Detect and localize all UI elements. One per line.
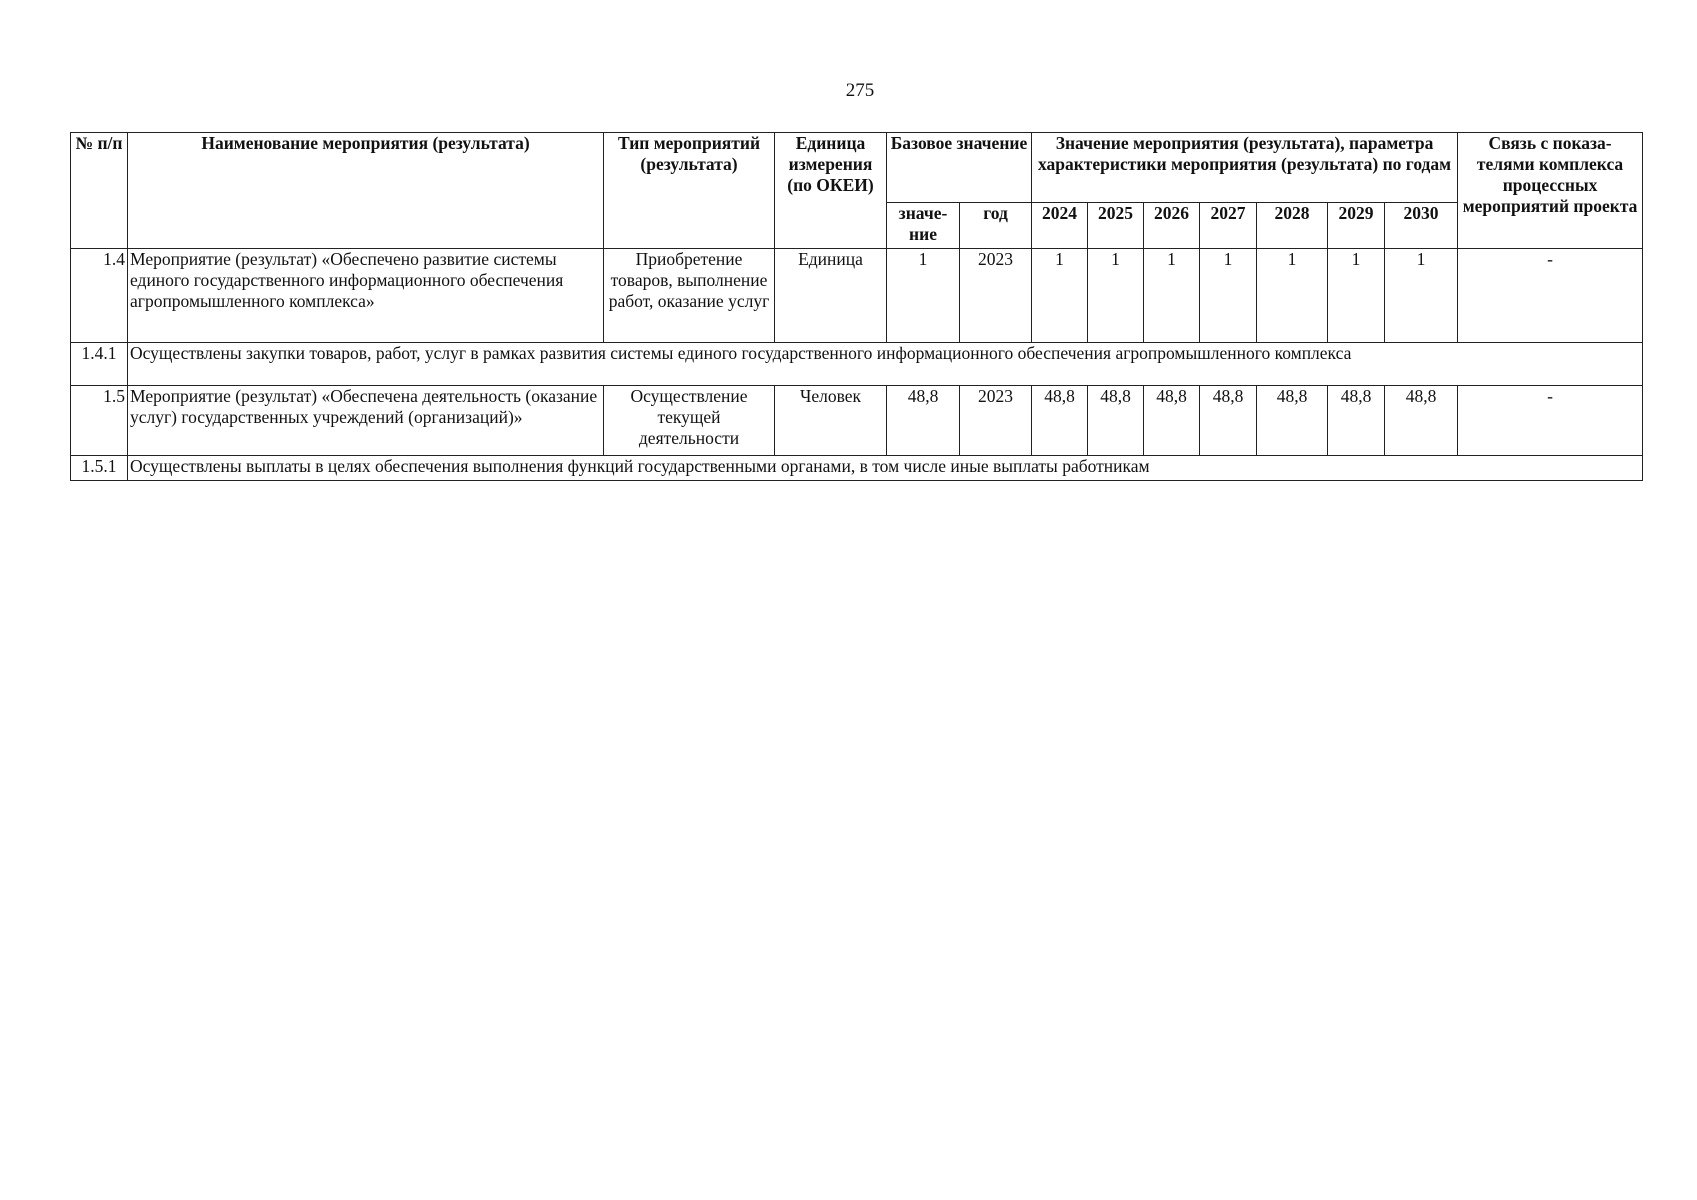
row-value-2026: 48,8	[1144, 386, 1200, 456]
header-year-2027: 2027	[1200, 203, 1257, 249]
row-value-2028: 1	[1257, 249, 1328, 343]
row-value-2027: 1	[1200, 249, 1257, 343]
subrow-text: Осуществлены выплаты в целях обеспечения выполнения функций государственными органами, в том числе иные выплаты работникам	[128, 456, 1643, 481]
header-year-2025: 2025	[1088, 203, 1144, 249]
row-link: -	[1458, 386, 1643, 456]
header-type: Тип мероприятий (результата)	[604, 133, 775, 249]
table-header	[71, 133, 1643, 249]
row-value-2026: 1	[1144, 249, 1200, 343]
row-name: Мероприятие (результат) «Обеспечено развитие системы единого государственного информационного обеспечения агропромышленного комплекса»	[128, 249, 604, 343]
header-year-2030: 2030	[1385, 203, 1458, 249]
subrow-text: Осуществлены закупки товаров, работ, услуг в рамках развития системы единого государственного информационного обеспечения агропромышленного комплекса	[128, 343, 1643, 386]
row-value-2030: 48,8	[1385, 386, 1458, 456]
row-value-2029: 1	[1328, 249, 1385, 343]
header-year-2028: 2028	[1257, 203, 1328, 249]
subrow-num: 1.5.1	[71, 456, 128, 481]
row-unit: Единица	[775, 249, 887, 343]
row-num: 1.5	[71, 386, 128, 456]
subrow-num: 1.4.1	[71, 343, 128, 386]
row-type: Осуществление текущей деятельности	[604, 386, 775, 456]
row-name: Мероприятие (результат) «Обеспечена деятельность (оказание услуг) государственных учреждений (организаций)»	[128, 386, 604, 456]
row-type: Приобретение товаров, выполнение работ, оказание услуг	[604, 249, 775, 343]
row-value-2024: 48,8	[1032, 386, 1088, 456]
row-value-2025: 1	[1088, 249, 1144, 343]
table-row	[71, 249, 1643, 343]
table-subrow	[71, 456, 1643, 481]
header-year-2029: 2029	[1328, 203, 1385, 249]
page-number: 275	[845, 80, 875, 101]
table-row	[71, 386, 1643, 456]
row-value-2027: 48,8	[1200, 386, 1257, 456]
row-base-year: 2023	[960, 249, 1032, 343]
header-num: № п/п	[71, 133, 128, 249]
row-base-year: 2023	[960, 386, 1032, 456]
header-base: Базовое значение	[887, 133, 1032, 203]
header-unit: Единица измерения (по ОКЕИ)	[775, 133, 887, 249]
header-values-by-year: Значение мероприятия (результата), параметра характеристики мероприятия (результата) по годам	[1032, 133, 1458, 203]
header-base-year: год	[960, 203, 1032, 249]
header-year-2024: 2024	[1032, 203, 1088, 249]
row-unit: Человек	[775, 386, 887, 456]
table-subrow	[71, 343, 1643, 386]
row-value-2029: 48,8	[1328, 386, 1385, 456]
row-value-2024: 1	[1032, 249, 1088, 343]
row-base-value: 48,8	[887, 386, 960, 456]
row-link: -	[1458, 249, 1643, 343]
activities-table	[70, 132, 1643, 481]
row-num: 1.4	[71, 249, 128, 343]
header-year-2026: 2026	[1144, 203, 1200, 249]
row-base-value: 1	[887, 249, 960, 343]
row-value-2028: 48,8	[1257, 386, 1328, 456]
header-name: Наименование мероприятия (результата)	[128, 133, 604, 249]
header-base-value: значе- ние	[887, 203, 960, 249]
row-value-2030: 1	[1385, 249, 1458, 343]
row-value-2025: 48,8	[1088, 386, 1144, 456]
header-link: Связь с показа- телями комплекса процессных мероприятий проекта	[1458, 133, 1643, 249]
